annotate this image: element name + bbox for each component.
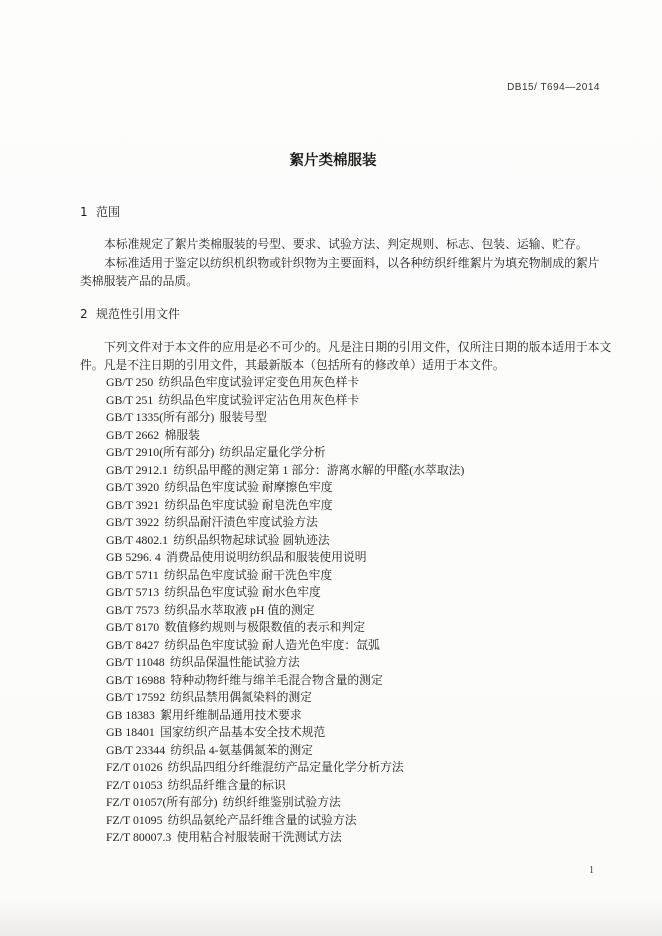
reference-code: GB/T 251 — [106, 392, 154, 407]
reference-title: 纺织品四组分纤维混纺产品定量化学分析方法 — [167, 760, 404, 774]
reference-code: GB/T 8170 — [106, 620, 160, 634]
reference-item — [80, 392, 611, 410]
reference-code: GB/T 250 — [106, 375, 154, 389]
reference-code: GB/T 2910(所有部分) — [106, 445, 215, 459]
reference-item — [80, 742, 611, 760]
reference-title: 纺织品甲醛的测定第 1 部分：游离水解的甲醛(水萃取法) — [173, 462, 465, 477]
reference-title: 国家纺织产品基本安全技术规范 — [160, 725, 326, 739]
reference-code: GB/T 5713 — [106, 585, 160, 599]
reference-title: 纺织品氨纶产品纤维含量的试验方法 — [167, 812, 357, 827]
reference-title: 纺织品色牢度试验 耐皂洗色牢度 — [164, 497, 333, 512]
reference-item — [80, 637, 611, 655]
reference-item — [80, 759, 611, 777]
reference-code: GB/T 16988 — [106, 672, 166, 687]
reference-title: 絮用纤维制品通用技术要求 — [160, 707, 302, 722]
reference-title: 数值修约规则与极限数值的表示和判定 — [164, 620, 366, 634]
reference-code: GB/T 2912.1 — [106, 462, 169, 477]
paragraph-line: 本标准规定了絮片类棉服装的号型、要求、试验方法、判定规则、标志、包装、运输、贮存。 — [104, 237, 588, 251]
reference-item — [80, 462, 611, 480]
reference-item — [80, 689, 611, 707]
reference-code: GB 18383 — [106, 707, 155, 722]
reference-code: GB 18401 — [106, 725, 155, 739]
reference-item — [80, 812, 611, 830]
reference-title: 纺织品保温性能试验方法 — [169, 655, 300, 669]
reference-code: GB/T 1335(所有部分) — [106, 410, 215, 424]
reference-title: 消费品使用说明纺织品和服装使用说明 — [166, 550, 367, 564]
reference-item — [80, 514, 611, 532]
paragraph-line: 类棉服装产品的品质。 — [80, 274, 198, 288]
reference-code: GB/T 17592 — [106, 690, 166, 704]
reference-code: GB/T 5711 — [106, 567, 159, 582]
reference-item — [80, 602, 611, 620]
reference-item — [80, 707, 611, 725]
reference-item — [80, 374, 611, 392]
page-number: 1 — [589, 865, 594, 876]
reference-item — [80, 777, 611, 795]
section-number: 1 — [80, 205, 88, 219]
section-number: 2 — [80, 307, 88, 321]
reference-code: GB 5296. 4 — [106, 550, 161, 564]
reference-title: 纺织纤维鉴别试验方法 — [222, 795, 341, 809]
reference-item — [80, 444, 611, 462]
document-code: DB15/ T694—2014 — [507, 82, 600, 93]
reference-code: FZ/T 01095 — [106, 812, 163, 827]
section-heading-normative-references — [80, 306, 180, 322]
reference-code: GB/T 4802.1 — [106, 532, 169, 547]
reference-code: FZ/T 01026 — [106, 760, 163, 774]
reference-title: 纺织品色牢度试验评定沾色用灰色样卡 — [158, 392, 360, 407]
reference-title: 纺织品色牢度试验 耐干洗色牢度 — [164, 567, 333, 582]
reference-title: 棉服装 — [164, 427, 200, 442]
reference-title: 特种动物纤维与绵羊毛混合物含量的测定 — [170, 672, 383, 687]
reference-title: 纺织品织物起球试验 圆轨迹法 — [173, 532, 330, 547]
reference-title: 纺织品色牢度试验 耐摩擦色牢度 — [164, 480, 333, 494]
reference-item — [80, 672, 611, 690]
reference-item — [80, 549, 611, 567]
reference-item — [80, 532, 611, 550]
reference-title: 纺织品禁用偶氮染料的测定 — [170, 690, 312, 704]
reference-item — [80, 497, 611, 515]
reference-code: GB/T 2662 — [106, 427, 160, 442]
reference-title: 服装号型 — [219, 410, 267, 424]
paragraph-line: 本标准适用于鉴定以纺织机织物或针织物为主要面料，以各种纺织纤维絮片为填充物制成的絮片 — [104, 255, 600, 270]
reference-code: FZ/T 80007.3 — [106, 830, 172, 844]
reference-code: GB/T 7573 — [106, 602, 160, 617]
reference-title: 纺织品纤维含量的标识 — [167, 777, 286, 792]
reference-item — [80, 409, 611, 427]
reference-item — [80, 584, 611, 602]
reference-item — [80, 479, 611, 497]
reference-item — [80, 794, 611, 812]
section-title: 范围 — [96, 205, 121, 219]
section-heading-scope — [80, 204, 120, 220]
reference-title: 纺织品色牢度试验评定变色用灰色样卡 — [158, 375, 360, 389]
reference-item — [80, 567, 611, 585]
references-body — [80, 339, 611, 847]
reference-item — [80, 829, 611, 847]
reference-code: FZ/T 01057(所有部分) — [106, 795, 218, 809]
reference-code: GB/T 11048 — [106, 655, 165, 669]
section-title: 规范性引用文件 — [96, 307, 181, 321]
reference-item — [80, 619, 611, 637]
reference-code: FZ/T 01053 — [106, 777, 163, 792]
paragraph-line: 件。凡是不注日期的引用文件，其最新版本（包括所有的修改单）适用于本文件。 — [80, 357, 505, 372]
reference-code: GB/T 3921 — [106, 497, 160, 512]
reference-code: GB/T 8427 — [106, 637, 160, 652]
reference-item — [80, 724, 611, 742]
reference-item — [80, 654, 611, 672]
reference-code: GB/T 3920 — [106, 480, 160, 494]
reference-title: 纺织品色牢度试验 耐人造光色牢度：氙弧 — [164, 637, 380, 652]
document-title: 絮片类棉服装 — [289, 153, 377, 169]
reference-item — [80, 427, 611, 445]
reference-title: 使用粘合衬服装耐干洗测试方法 — [176, 830, 342, 844]
reference-title: 纺织品定量化学分析 — [219, 445, 326, 459]
reference-title: 纺织品 4-氨基偶氮苯的测定 — [170, 742, 313, 757]
reference-title: 纺织品耐汗渍色牢度试验方法 — [164, 515, 318, 529]
scope-body — [80, 235, 599, 291]
paragraph-line: 下列文件对于本文件的应用是必不可少的。凡是注日期的引用文件，仅所注日期的版本适用于本文 — [104, 340, 612, 354]
reference-title: 纺织品色牢度试验 耐水色牢度 — [164, 585, 321, 599]
reference-title: 纺织品水萃取液 pH 值的测定 — [164, 602, 315, 617]
reference-code: GB/T 3922 — [106, 515, 160, 529]
reference-code: GB/T 23344 — [106, 742, 166, 757]
